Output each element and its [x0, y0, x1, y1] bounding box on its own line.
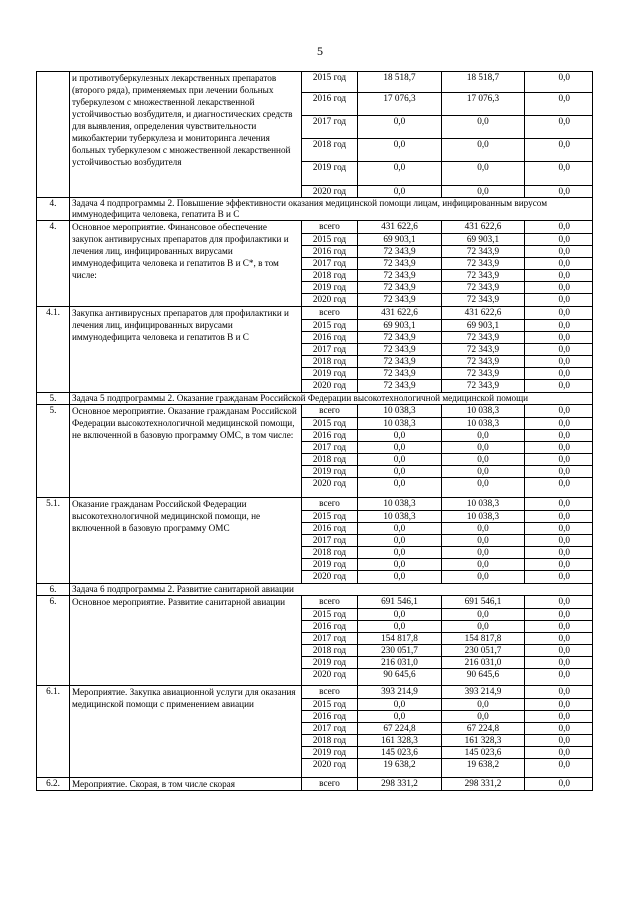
- other-cell: 0,0: [525, 380, 593, 393]
- year-cell: 2019 год: [302, 559, 358, 571]
- year-cell: 2020 год: [302, 294, 358, 307]
- year-cell: 2016 год: [302, 246, 358, 258]
- total-cell: 67 224,8: [358, 723, 442, 735]
- total-cell: 10 038,3: [358, 498, 442, 511]
- federal-cell: 0,0: [442, 699, 525, 711]
- other-cell: 0,0: [525, 270, 593, 282]
- task-text: Задача 6 подпрограммы 2. Развитие санитарной авиации: [70, 584, 593, 596]
- federal-cell: 431 622,6: [442, 307, 525, 320]
- other-cell: 0,0: [525, 511, 593, 523]
- total-cell: 72 343,9: [358, 294, 442, 307]
- year-cell: 2016 год: [302, 621, 358, 633]
- federal-cell: 0,0: [442, 621, 525, 633]
- total-cell: 10 038,3: [358, 418, 442, 430]
- total-cell: 72 343,9: [358, 258, 442, 270]
- federal-cell: 161 328,3: [442, 735, 525, 747]
- federal-cell: 0,0: [442, 466, 525, 478]
- total-cell: 393 214,9: [358, 686, 442, 699]
- table-row: [37, 221, 593, 234]
- table-row: [37, 596, 593, 609]
- federal-cell: 69 903,1: [442, 320, 525, 332]
- year-cell: 2020 год: [302, 380, 358, 393]
- total-cell: 10 038,3: [358, 511, 442, 523]
- total-cell: 145 023,6: [358, 747, 442, 759]
- total-cell: 0,0: [358, 186, 442, 198]
- year-cell: 2020 год: [302, 478, 358, 498]
- other-cell: 0,0: [525, 418, 593, 430]
- total-cell: 154 817,8: [358, 633, 442, 645]
- row-description: Основное мероприятие. Оказание гражданам Российской Федерации высокотехнологичной медицинской помощи, не включенной в базовую программу ОМС, в том числе:: [70, 405, 302, 498]
- other-cell: 0,0: [525, 723, 593, 735]
- federal-cell: 72 343,9: [442, 246, 525, 258]
- year-cell: 2018 год: [302, 735, 358, 747]
- federal-cell: 145 023,6: [442, 747, 525, 759]
- federal-cell: 10 038,3: [442, 418, 525, 430]
- federal-cell: 230 051,7: [442, 645, 525, 657]
- total-cell: 0,0: [358, 466, 442, 478]
- federal-cell: 0,0: [442, 186, 525, 198]
- other-cell: 0,0: [525, 535, 593, 547]
- other-cell: 0,0: [525, 442, 593, 454]
- year-cell: 2017 год: [302, 723, 358, 735]
- table-row: [37, 405, 593, 418]
- total-cell: 72 343,9: [358, 270, 442, 282]
- other-cell: 0,0: [525, 609, 593, 621]
- other-cell: 0,0: [525, 699, 593, 711]
- year-cell: 2019 год: [302, 747, 358, 759]
- total-cell: 0,0: [358, 571, 442, 584]
- total-cell: 0,0: [358, 699, 442, 711]
- total-cell: 72 343,9: [358, 332, 442, 344]
- row-description: Мероприятие. Закупка авиационной услуги для оказания медицинской помощи с применением авиации: [70, 686, 302, 778]
- other-cell: 0,0: [525, 711, 593, 723]
- other-cell: 0,0: [525, 735, 593, 747]
- task-text: Задача 4 подпрограммы 2. Повышение эффективности оказания медицинской помощи лицам, инфицированным вирусом иммунодефицита человека, гепатита В и С: [70, 198, 593, 221]
- row-number: 5.: [37, 405, 70, 498]
- federal-cell: 0,0: [442, 711, 525, 723]
- other-cell: 0,0: [525, 596, 593, 609]
- year-cell: всего: [302, 221, 358, 234]
- other-cell: 0,0: [525, 454, 593, 466]
- other-cell: 0,0: [525, 139, 593, 162]
- total-cell: 0,0: [358, 621, 442, 633]
- year-cell: 2015 год: [302, 609, 358, 621]
- other-cell: 0,0: [525, 778, 593, 791]
- federal-cell: 72 343,9: [442, 380, 525, 393]
- table-row: [37, 72, 593, 93]
- year-cell: 2016 год: [302, 711, 358, 723]
- year-cell: 2015 год: [302, 418, 358, 430]
- year-cell: 2019 год: [302, 657, 358, 669]
- task-text: Задача 5 подпрограммы 2. Оказание гражданам Российской Федерации высокотехнологичной медицинской помощи: [70, 393, 593, 405]
- federal-cell: 67 224,8: [442, 723, 525, 735]
- year-cell: 2018 год: [302, 356, 358, 368]
- federal-cell: 19 638,2: [442, 759, 525, 778]
- federal-cell: 0,0: [442, 442, 525, 454]
- federal-cell: 0,0: [442, 454, 525, 466]
- other-cell: 0,0: [525, 621, 593, 633]
- other-cell: 0,0: [525, 294, 593, 307]
- total-cell: 90 645,6: [358, 669, 442, 686]
- total-cell: 0,0: [358, 162, 442, 186]
- table-row: [37, 307, 593, 320]
- federal-cell: 0,0: [442, 609, 525, 621]
- row-number: 6.2.: [37, 778, 70, 791]
- year-cell: 2018 год: [302, 547, 358, 559]
- total-cell: 0,0: [358, 116, 442, 139]
- federal-cell: 69 903,1: [442, 234, 525, 246]
- budget-table: [36, 71, 593, 791]
- total-cell: 0,0: [358, 442, 442, 454]
- year-cell: 2017 год: [302, 344, 358, 356]
- federal-cell: 0,0: [442, 523, 525, 535]
- task-number: 5.: [37, 393, 70, 405]
- other-cell: 0,0: [525, 747, 593, 759]
- federal-cell: 298 331,2: [442, 778, 525, 791]
- federal-cell: 0,0: [442, 116, 525, 139]
- table-row: [37, 498, 593, 511]
- total-cell: 72 343,9: [358, 356, 442, 368]
- year-cell: 2017 год: [302, 633, 358, 645]
- other-cell: 0,0: [525, 344, 593, 356]
- total-cell: 216 031,0: [358, 657, 442, 669]
- total-cell: 298 331,2: [358, 778, 442, 791]
- year-cell: 2020 год: [302, 571, 358, 584]
- year-cell: 2015 год: [302, 511, 358, 523]
- total-cell: 691 546,1: [358, 596, 442, 609]
- federal-cell: 0,0: [442, 478, 525, 498]
- total-cell: 0,0: [358, 547, 442, 559]
- table-row: [37, 686, 593, 699]
- federal-cell: 0,0: [442, 162, 525, 186]
- federal-cell: 10 038,3: [442, 511, 525, 523]
- total-cell: 0,0: [358, 430, 442, 442]
- year-cell: 2018 год: [302, 139, 358, 162]
- other-cell: 0,0: [525, 523, 593, 535]
- row-number: [37, 72, 70, 198]
- federal-cell: 10 038,3: [442, 405, 525, 418]
- federal-cell: 0,0: [442, 430, 525, 442]
- year-cell: 2015 год: [302, 72, 358, 93]
- federal-cell: 0,0: [442, 139, 525, 162]
- budget-table-body: [37, 72, 593, 791]
- federal-cell: 0,0: [442, 559, 525, 571]
- year-cell: всего: [302, 307, 358, 320]
- other-cell: 0,0: [525, 93, 593, 116]
- year-cell: 2019 год: [302, 162, 358, 186]
- year-cell: 2015 год: [302, 699, 358, 711]
- other-cell: 0,0: [525, 356, 593, 368]
- year-cell: 2017 год: [302, 535, 358, 547]
- other-cell: 0,0: [525, 186, 593, 198]
- year-cell: всего: [302, 686, 358, 699]
- task-row: [37, 584, 593, 596]
- total-cell: 72 343,9: [358, 282, 442, 294]
- federal-cell: 18 518,7: [442, 72, 525, 93]
- federal-cell: 10 038,3: [442, 498, 525, 511]
- total-cell: 0,0: [358, 609, 442, 621]
- row-number: 5.1.: [37, 498, 70, 584]
- year-cell: 2015 год: [302, 234, 358, 246]
- year-cell: 2016 год: [302, 332, 358, 344]
- federal-cell: 72 343,9: [442, 270, 525, 282]
- total-cell: 69 903,1: [358, 234, 442, 246]
- federal-cell: 216 031,0: [442, 657, 525, 669]
- other-cell: 0,0: [525, 686, 593, 699]
- federal-cell: 0,0: [442, 547, 525, 559]
- total-cell: 72 343,9: [358, 246, 442, 258]
- year-cell: 2019 год: [302, 282, 358, 294]
- year-cell: всего: [302, 405, 358, 418]
- other-cell: 0,0: [525, 307, 593, 320]
- federal-cell: 154 817,8: [442, 633, 525, 645]
- other-cell: 0,0: [525, 466, 593, 478]
- other-cell: 0,0: [525, 657, 593, 669]
- year-cell: 2017 год: [302, 258, 358, 270]
- total-cell: 0,0: [358, 523, 442, 535]
- total-cell: 10 038,3: [358, 405, 442, 418]
- federal-cell: 72 343,9: [442, 332, 525, 344]
- year-cell: 2015 год: [302, 320, 358, 332]
- federal-cell: 72 343,9: [442, 258, 525, 270]
- row-description: Основное мероприятие. Финансовое обеспечение закупок антивирусных препаратов для профилактики и лечения лиц, инфицированных вирусами иммунодефицита человека и гепатитов В и С*, в том числе:: [70, 221, 302, 307]
- table-row: [37, 778, 593, 791]
- total-cell: 431 622,6: [358, 307, 442, 320]
- other-cell: 0,0: [525, 478, 593, 498]
- total-cell: 161 328,3: [358, 735, 442, 747]
- total-cell: 230 051,7: [358, 645, 442, 657]
- year-cell: 2016 год: [302, 430, 358, 442]
- year-cell: 2020 год: [302, 759, 358, 778]
- federal-cell: 431 622,6: [442, 221, 525, 234]
- year-cell: 2020 год: [302, 186, 358, 198]
- row-number: 6.: [37, 596, 70, 686]
- row-description: Мероприятие. Скорая, в том числе скорая: [70, 778, 302, 791]
- other-cell: 0,0: [525, 669, 593, 686]
- other-cell: 0,0: [525, 368, 593, 380]
- federal-cell: 72 343,9: [442, 368, 525, 380]
- federal-cell: 691 546,1: [442, 596, 525, 609]
- other-cell: 0,0: [525, 246, 593, 258]
- federal-cell: 72 343,9: [442, 282, 525, 294]
- other-cell: 0,0: [525, 332, 593, 344]
- total-cell: 19 638,2: [358, 759, 442, 778]
- row-description: и противотуберкулезных лекарственных препаратов (второго ряда), применяемых при лечении больных туберкулезом с множественной лекарственной устойчивостью возбудителя, и диагностических средств для выявления, определения чувствительности микобактерии туберкулеза и мониторинга лечения больных туберкулезом с множественной лекарственной устойчивостью возбудителя: [70, 72, 302, 198]
- other-cell: 0,0: [525, 759, 593, 778]
- total-cell: 0,0: [358, 139, 442, 162]
- task-number: 4.: [37, 198, 70, 221]
- other-cell: 0,0: [525, 72, 593, 93]
- federal-cell: 72 343,9: [442, 356, 525, 368]
- federal-cell: 72 343,9: [442, 344, 525, 356]
- federal-cell: 0,0: [442, 535, 525, 547]
- total-cell: 0,0: [358, 711, 442, 723]
- other-cell: 0,0: [525, 633, 593, 645]
- row-description: Оказание гражданам Российской Федерации высокотехнологичной медицинской помощи, не включенной в базовую программу ОМС: [70, 498, 302, 584]
- other-cell: 0,0: [525, 405, 593, 418]
- total-cell: 18 518,7: [358, 72, 442, 93]
- other-cell: 0,0: [525, 234, 593, 246]
- year-cell: 2017 год: [302, 442, 358, 454]
- total-cell: 17 076,3: [358, 93, 442, 116]
- other-cell: 0,0: [525, 258, 593, 270]
- total-cell: 431 622,6: [358, 221, 442, 234]
- total-cell: 72 343,9: [358, 344, 442, 356]
- other-cell: 0,0: [525, 162, 593, 186]
- federal-cell: 90 645,6: [442, 669, 525, 686]
- total-cell: 69 903,1: [358, 320, 442, 332]
- other-cell: 0,0: [525, 221, 593, 234]
- task-row: [37, 198, 593, 221]
- year-cell: 2019 год: [302, 466, 358, 478]
- other-cell: 0,0: [525, 547, 593, 559]
- year-cell: 2018 год: [302, 270, 358, 282]
- other-cell: 0,0: [525, 282, 593, 294]
- other-cell: 0,0: [525, 498, 593, 511]
- total-cell: 0,0: [358, 559, 442, 571]
- year-cell: 2020 год: [302, 669, 358, 686]
- year-cell: 2016 год: [302, 523, 358, 535]
- year-cell: 2018 год: [302, 454, 358, 466]
- other-cell: 0,0: [525, 320, 593, 332]
- year-cell: 2017 год: [302, 116, 358, 139]
- page-number: 5: [317, 44, 323, 58]
- task-number: 6.: [37, 584, 70, 596]
- row-description: Закупка антивирусных препаратов для профилактики и лечения лиц, инфицированных вирусами иммунодефицита человека и гепатитов В и С: [70, 307, 302, 393]
- total-cell: 72 343,9: [358, 368, 442, 380]
- total-cell: 0,0: [358, 454, 442, 466]
- year-cell: 2018 год: [302, 645, 358, 657]
- task-row: [37, 393, 593, 405]
- year-cell: всего: [302, 498, 358, 511]
- federal-cell: 393 214,9: [442, 686, 525, 699]
- federal-cell: 72 343,9: [442, 294, 525, 307]
- other-cell: 0,0: [525, 559, 593, 571]
- row-number: 4.1.: [37, 307, 70, 393]
- total-cell: 0,0: [358, 478, 442, 498]
- other-cell: 0,0: [525, 645, 593, 657]
- federal-cell: 17 076,3: [442, 93, 525, 116]
- year-cell: всего: [302, 778, 358, 791]
- row-description: Основное мероприятие. Развитие санитарной авиации: [70, 596, 302, 686]
- other-cell: 0,0: [525, 430, 593, 442]
- year-cell: всего: [302, 596, 358, 609]
- total-cell: 72 343,9: [358, 380, 442, 393]
- federal-cell: 0,0: [442, 571, 525, 584]
- row-number: 6.1.: [37, 686, 70, 778]
- other-cell: 0,0: [525, 116, 593, 139]
- row-number: 4.: [37, 221, 70, 307]
- year-cell: 2019 год: [302, 368, 358, 380]
- year-cell: 2016 год: [302, 93, 358, 116]
- other-cell: 0,0: [525, 571, 593, 584]
- total-cell: 0,0: [358, 535, 442, 547]
